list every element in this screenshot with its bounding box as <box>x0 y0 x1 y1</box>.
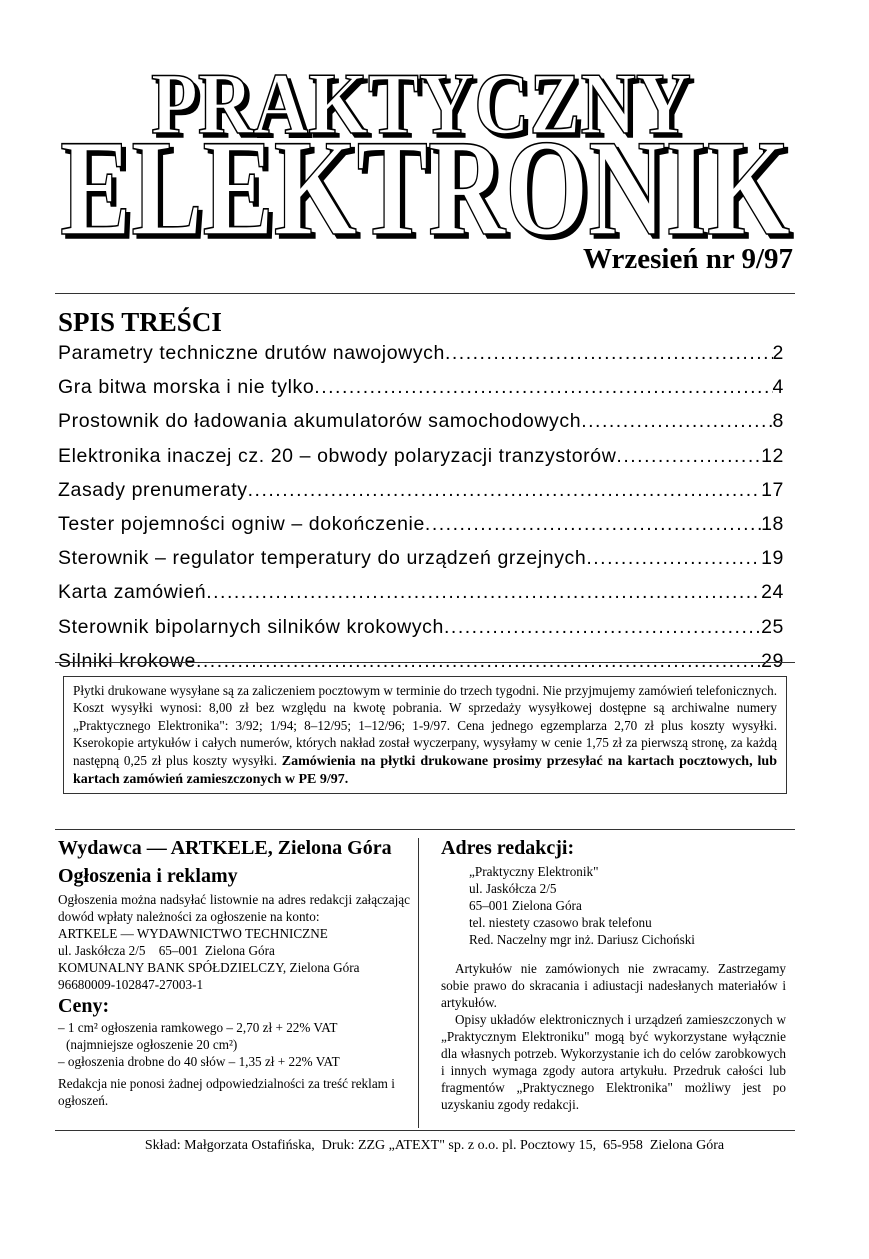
toc-item-page: 18 <box>761 513 784 535</box>
address-line: tel. niestety czasowo brak telefonu <box>469 915 652 930</box>
disclaimer: Redakcja nie ponosi żadnej odpowiedzialności za treść reklam i ogłoszeń. <box>58 1076 395 1108</box>
toc-item-page: 29 <box>761 649 784 672</box>
toc-item-title: Silniki krokowe <box>58 649 196 672</box>
account-line: ARTKELE — WYDAWNICTWO TECHNICZNE <box>58 926 328 941</box>
toc-item-page: 17 <box>761 478 784 501</box>
toc-item-page: 12 <box>761 444 784 467</box>
address-heading: Adres redakcji: <box>441 837 575 859</box>
toc-item-page: 2 <box>772 342 784 364</box>
toc-item-title: Sterownik – regulator temperatury do urządzeń grzejnych <box>58 547 587 570</box>
prices-heading: Ceny: <box>58 995 110 1017</box>
address-line: ul. Jaskółcza 2/5 <box>469 881 557 896</box>
address-line: 65–001 Zielona Góra <box>469 898 582 913</box>
toc-title: SPIS TREŚCI <box>58 307 222 337</box>
toc-leader <box>616 445 761 468</box>
toc-leader <box>445 342 773 365</box>
toc-leader <box>444 616 761 639</box>
toc-item-page: 8 <box>772 410 784 433</box>
price-line: – 1 cm² ogłoszenia ramkowego – 2,70 zł + 22% VAT <box>58 1020 338 1035</box>
toc-item <box>58 342 784 365</box>
toc-item-page: 19 <box>761 547 784 570</box>
ads-heading: Ogłoszenia i reklamy <box>58 865 238 887</box>
copyright-paragraph: Opisy układów elektronicznych i urządzeń zamieszczonych w „Praktycznym Elektroniku" mogą być wykorzystane wyłącznie dla własnych potrzeb. Wykorzystanie ich do celów zarobkowych i innych wymaga zgody autora artykułu. Przedruk całości lub fragmentów „Praktycznego Elektronika" możliwy jest po uzyskaniu zgody redakcji. <box>441 1012 786 1112</box>
footer-credits: Skład: Małgorzata Ostafińska, Druk: ZZG „ATEXT" sp. z o.o. pl. Pocztowy 15, 65-958 Zielona Góra <box>144 1138 725 1153</box>
toc-item-title: Elektronika inaczej cz. 20 – obwody polaryzacji tranzystorów <box>58 444 617 467</box>
price-line: – ogłoszenia drobne do 40 słów – 1,35 zł + 22% VAT <box>58 1054 340 1069</box>
notice-text: Płytki drukowane wysyłane są za zaliczeniem pocztowym w terminie do trzech tygodni. Nie przyjmujemy zamówień telefonicznych. Koszt wysyłki wynosi: 8,00 zł bez względu na kwotę pobrania. W sprzedaży wysyłkowej dostępne są archiwalne numery „Praktycznego Elektronika": 3/92; 1/94; 8–12/95; 1–12/96; 1-9/97. Cena jednego egzemplarza 2,70 zł plus koszty wysyłki. Kserokopie artykułów i całych numerów, których nakład został wyczerpany, wysyłamy w cenie 1,75 zł za pierwszą stronę, za każdą następną 0,25 zł plus koszty wysyłki. <box>73 683 777 768</box>
toc-item <box>58 616 784 639</box>
returns-paragraph: Artykułów nie zamówionych nie zwracamy. Zastrzegamy sobie prawo do skracania i adiustacji nadesłanych materiałów i artykułów. <box>441 961 786 1010</box>
toc-item-page: 25 <box>761 615 784 638</box>
toc-leader <box>586 547 761 570</box>
price-line: (najmniejsze ogłoszenie 20 cm²) <box>66 1037 238 1052</box>
toc-item-page: 24 <box>761 581 784 604</box>
ads-text: Ogłoszenia można nadsyłać listownie na adres redakcji załączając dowód wpłaty należności za ogłoszenie na konto: <box>58 892 410 924</box>
toc-leader <box>248 479 761 502</box>
address-line: „Praktyczny Elektronik" <box>469 864 599 879</box>
notice-bold: Zamówienia na płytki drukowane prosimy przesyłać na kartach pocztowych, lub kartach zamówień zamieszczonych w PE 9/97. <box>73 753 777 788</box>
toc-item-title: Parametry techniczne drutów nawojowych <box>58 342 445 364</box>
toc-item <box>58 376 784 399</box>
toc-leader <box>314 376 772 399</box>
divider <box>55 1130 795 1131</box>
toc-leader <box>206 581 761 604</box>
toc-item <box>58 547 784 570</box>
toc-item <box>58 479 784 502</box>
publisher-column <box>58 836 410 1109</box>
toc-item-page: 4 <box>772 376 784 399</box>
issue-number: Wrzesień nr 9/97 <box>583 243 793 275</box>
toc-item <box>58 513 784 536</box>
toc-item-title: Tester pojemności ogniw – dokończenie <box>58 513 425 535</box>
divider <box>55 662 795 663</box>
toc-leader <box>581 410 772 433</box>
divider <box>55 829 795 830</box>
toc-item-title: Gra bitwa morska i nie tylko <box>58 376 315 399</box>
toc-item-title: Zasady prenumeraty <box>58 478 248 501</box>
account-line: KOMUNALNY BANK SPÓŁDZIELCZY, Zielona Góra <box>58 960 360 975</box>
toc-item-title: Prostownik do ładowania akumulatorów samochodowych <box>58 410 582 433</box>
masthead-line2: ELEKTRONIK <box>60 111 790 245</box>
column-divider <box>418 838 419 1128</box>
account-line: ul. Jaskółcza 2/5 65–001 Zielona Góra <box>58 943 275 958</box>
toc-item <box>58 581 784 604</box>
toc-item <box>58 445 784 468</box>
toc-item-title: Sterownik bipolarnych silników krokowych <box>58 615 444 638</box>
masthead-logo <box>0 0 869 245</box>
toc-item <box>58 410 784 433</box>
publisher-heading: Wydawca — ARTKELE, Zielona Góra <box>58 837 392 859</box>
notice-box <box>63 676 787 794</box>
divider <box>55 293 795 294</box>
address-line: Red. Naczelny mgr inż. Dariusz Cichoński <box>469 932 695 947</box>
account-line: 96680009-102847-27003-1 <box>58 977 204 992</box>
editorial-column <box>441 836 786 1113</box>
masthead-line1: PRAKTYCZNY <box>151 56 691 153</box>
toc-item-title: Karta zamówień <box>58 581 207 604</box>
toc-leader <box>425 513 761 536</box>
